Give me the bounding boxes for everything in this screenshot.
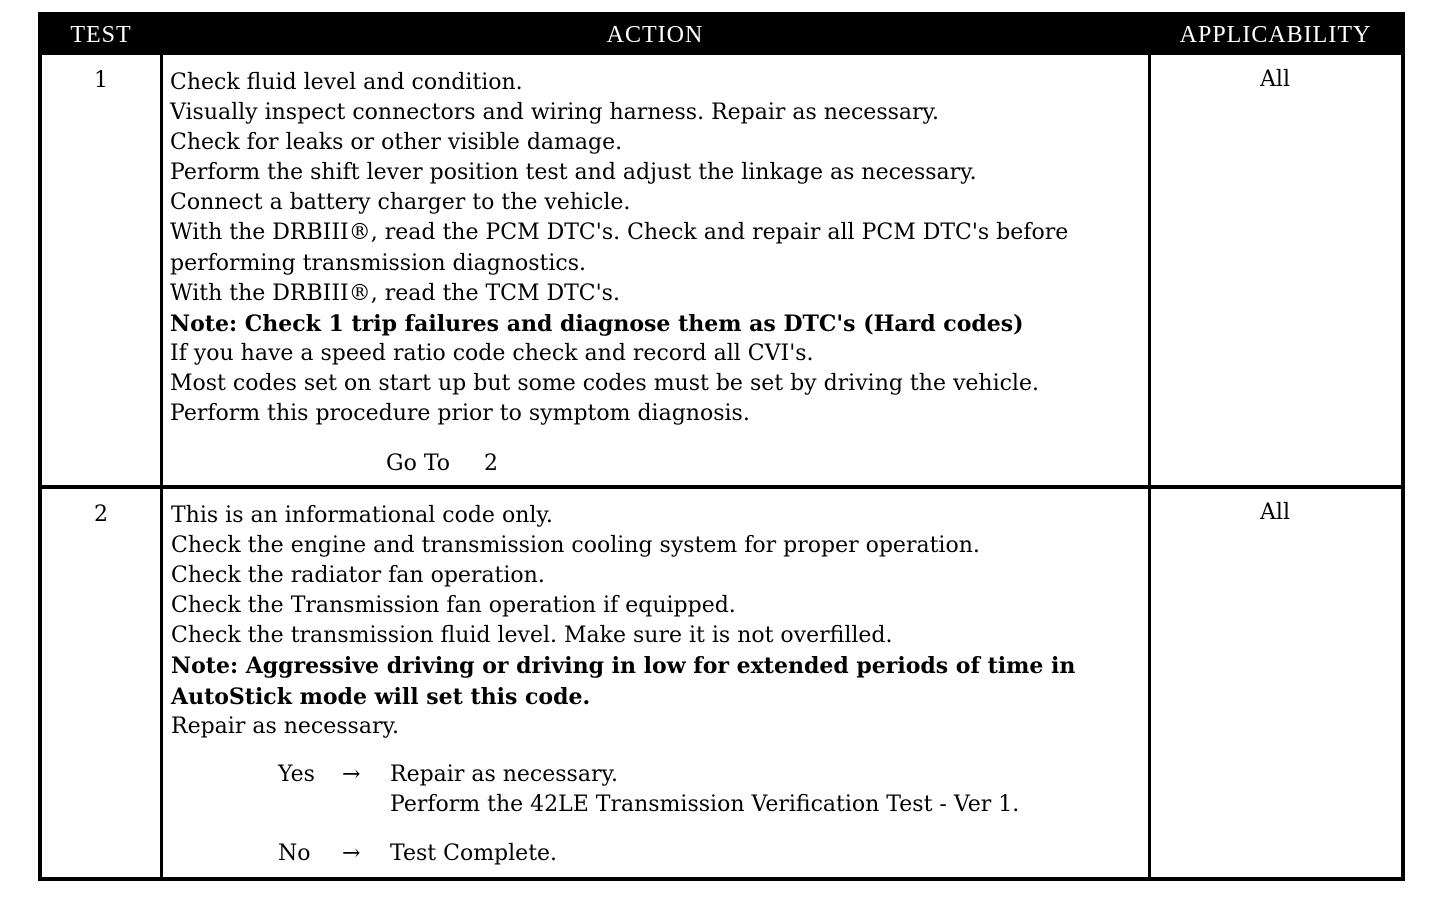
yes-branch <box>278 760 1078 822</box>
action-line: This is an informational code only. <box>171 503 553 528</box>
header-action: ACTION <box>606 22 704 48</box>
header-applicability: APPLICABILITY <box>1179 22 1372 48</box>
yes-result-line: Repair as necessary. <box>390 762 618 787</box>
action-line: Check the radiator fan operation. <box>171 563 545 589</box>
no-result: Test Complete. <box>390 841 558 866</box>
test-number: 2 <box>94 502 108 527</box>
action-line: Check the Transmission fan operation if equipped. <box>171 593 736 619</box>
right-arrow-icon: → <box>342 762 361 787</box>
action-line: Connect a battery charger to the vehicle. <box>170 190 631 216</box>
action-note: Note: Check 1 trip failures and diagnose them as DTC's (Hard codes) <box>170 310 1024 337</box>
action-note: AutoStick mode will set this code. <box>171 683 591 710</box>
table-header <box>42 16 1401 55</box>
action-text-test-1 <box>170 68 1068 429</box>
action-line: Repair as necessary. <box>171 713 399 739</box>
header-test: TEST <box>70 22 132 48</box>
action-line: Most codes set on start up but some codes must be set by driving the vehicle. <box>170 370 1039 396</box>
row-divider <box>42 485 1401 489</box>
goto-target: 2 <box>484 451 499 476</box>
yes-result-line: Perform the 42LE Transmission Verification Test - Ver 1. <box>390 792 1020 817</box>
goto-label: Go To <box>386 451 451 476</box>
action-line: Check fluid level and condition. <box>170 70 523 95</box>
column-divider-test <box>160 55 163 881</box>
no-branch <box>278 839 1078 871</box>
no-label: No <box>278 841 311 866</box>
action-line: performing transmission diagnostics. <box>170 250 587 276</box>
action-line: If you have a speed ratio code check and record all CVI's. <box>170 340 814 366</box>
goto-instruction <box>386 449 498 479</box>
action-text-test-2 <box>171 501 1075 742</box>
yes-label: Yes <box>278 762 315 787</box>
action-line: Visually inspect connectors and wiring harness. Repair as necessary. <box>170 100 940 126</box>
right-arrow-icon: → <box>342 841 361 866</box>
action-line: Check the transmission fluid level. Make sure it is not overfilled. <box>171 623 893 649</box>
action-note: Note: Aggressive driving or driving in low for extended periods of time in <box>171 653 1076 680</box>
action-line: Perform this procedure prior to symptom diagnosis. <box>170 401 750 427</box>
test-number: 1 <box>94 68 108 93</box>
action-line: Perform the shift lever position test and adjust the linkage as necessary. <box>170 160 977 186</box>
action-line: With the DRBIII®, read the TCM DTC's. <box>170 280 620 306</box>
applicability-value: All <box>1260 67 1290 92</box>
action-line: Check for leaks or other visible damage. <box>170 130 623 156</box>
action-line: With the DRBIII®, read the PCM DTC's. Check and repair all PCM DTC's before <box>170 220 1069 246</box>
column-divider-action <box>1148 55 1151 881</box>
diagnostic-test-table <box>38 12 1405 881</box>
yes-result <box>390 760 1019 820</box>
action-line: Check the engine and transmission cooling system for proper operation. <box>171 533 980 559</box>
applicability-value: All <box>1260 500 1290 525</box>
